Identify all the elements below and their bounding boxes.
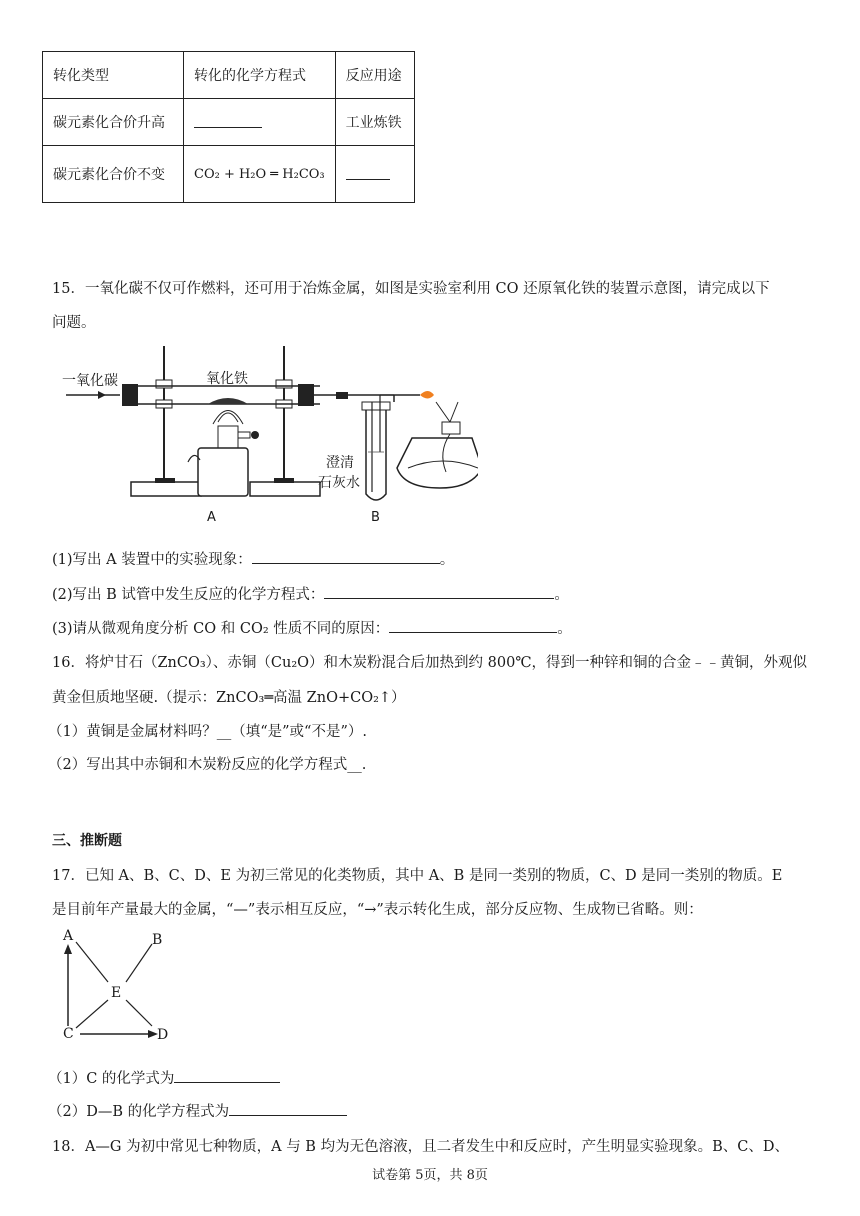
table-cell-blank xyxy=(335,146,414,203)
page-footer: 试卷第 5页，共 8页 xyxy=(372,1168,488,1183)
node-c: C xyxy=(63,1026,74,1042)
table-cell: 碳元素化合价升高 xyxy=(43,99,184,146)
table-header: 转化类型 xyxy=(43,52,184,99)
q15-sub3: (3)请从微观角度分析 CO 和 CO₂ 性质不同的原因： 。 xyxy=(52,617,572,638)
node-d: D xyxy=(157,1027,169,1043)
stand-base-right xyxy=(250,482,320,496)
q16-line2: 黄金但质地坚硬.（提示：ZnCO₃═高温 ZnO+CO₂↑） xyxy=(52,690,406,706)
q15-text-line2: 问题。 xyxy=(52,315,96,331)
label-co: 一氧化碳 xyxy=(62,373,118,389)
q15-text-line1: 15．一氧化碳不仅可作燃料，还可用于冶炼金属，如图是实验室利用 CO 还原氧化铁的装置示意图，请完成以下 xyxy=(52,281,770,297)
q17-line1: 17．已知 A、B、C、D、E 为初三常见的化类物质，其中 A、B 是同一类别的物质，C、D 是同一类别的物质。E xyxy=(52,868,783,884)
q16-sub2: （2）写出其中赤铜和木炭粉反应的化学方程式__. xyxy=(48,757,367,773)
label-limewater-1: 澄清 xyxy=(326,455,354,471)
stand-base-left xyxy=(131,482,201,496)
node-b: B xyxy=(152,932,163,948)
table-cell-equation: CO₂ + H₂O ═ H₂CO₃ xyxy=(184,146,336,203)
table-row xyxy=(43,99,415,146)
q16-sub1: （1）黄铜是金属材料吗？__（填“是”或“不是”）. xyxy=(48,724,367,740)
q18-line1: 18．A—G 为初中常见七种物质，A 与 B 均为无色溶液，且二者发生中和反应时，产生明显实验现象。B、C、D、 xyxy=(52,1139,789,1155)
table-cell-blank xyxy=(184,99,336,146)
q15-sub1: (1)写出 A 装置中的实验现象： 。 xyxy=(52,548,454,569)
q17-line2: 是目前年产量最大的金属，“—”表示相互反应，“→”表示转化生成，部分反应物、生成物已省略。则： xyxy=(52,902,703,918)
q17-sub1: （1）C 的化学式为 xyxy=(48,1067,280,1088)
label-a: A xyxy=(207,510,216,525)
node-e: E xyxy=(111,985,122,1001)
label-fe2o3: 氧化铁 xyxy=(206,371,248,387)
table-header: 反应用途 xyxy=(335,52,414,99)
label-limewater-2: 石灰水 xyxy=(318,475,360,491)
table-cell: 碳元素化合价不变 xyxy=(43,146,184,203)
label-b: B xyxy=(371,510,380,525)
conversion-table xyxy=(42,51,415,203)
section-heading: 三、推断题 xyxy=(52,833,122,849)
table-header-row xyxy=(43,52,415,99)
q16-line1: 16．将炉甘石（ZnCO₃）、赤铜（Cu₂O）和木炭粉混合后加热到约 800℃，得到一种锌和铜的合金﹣﹣黄铜，外观似 xyxy=(52,655,808,671)
table-header: 转化的化学方程式 xyxy=(184,52,336,99)
q17-sub2: （2）D—B 的化学方程式为 xyxy=(48,1100,347,1121)
table-row xyxy=(43,146,415,203)
node-a: A xyxy=(63,928,74,944)
q15-sub2: (2)写出 B 试管中发生反应的化学方程式： 。 xyxy=(52,583,569,604)
table-cell: 工业炼铁 xyxy=(335,99,414,146)
co-reduction-apparatus-figure xyxy=(58,342,478,530)
